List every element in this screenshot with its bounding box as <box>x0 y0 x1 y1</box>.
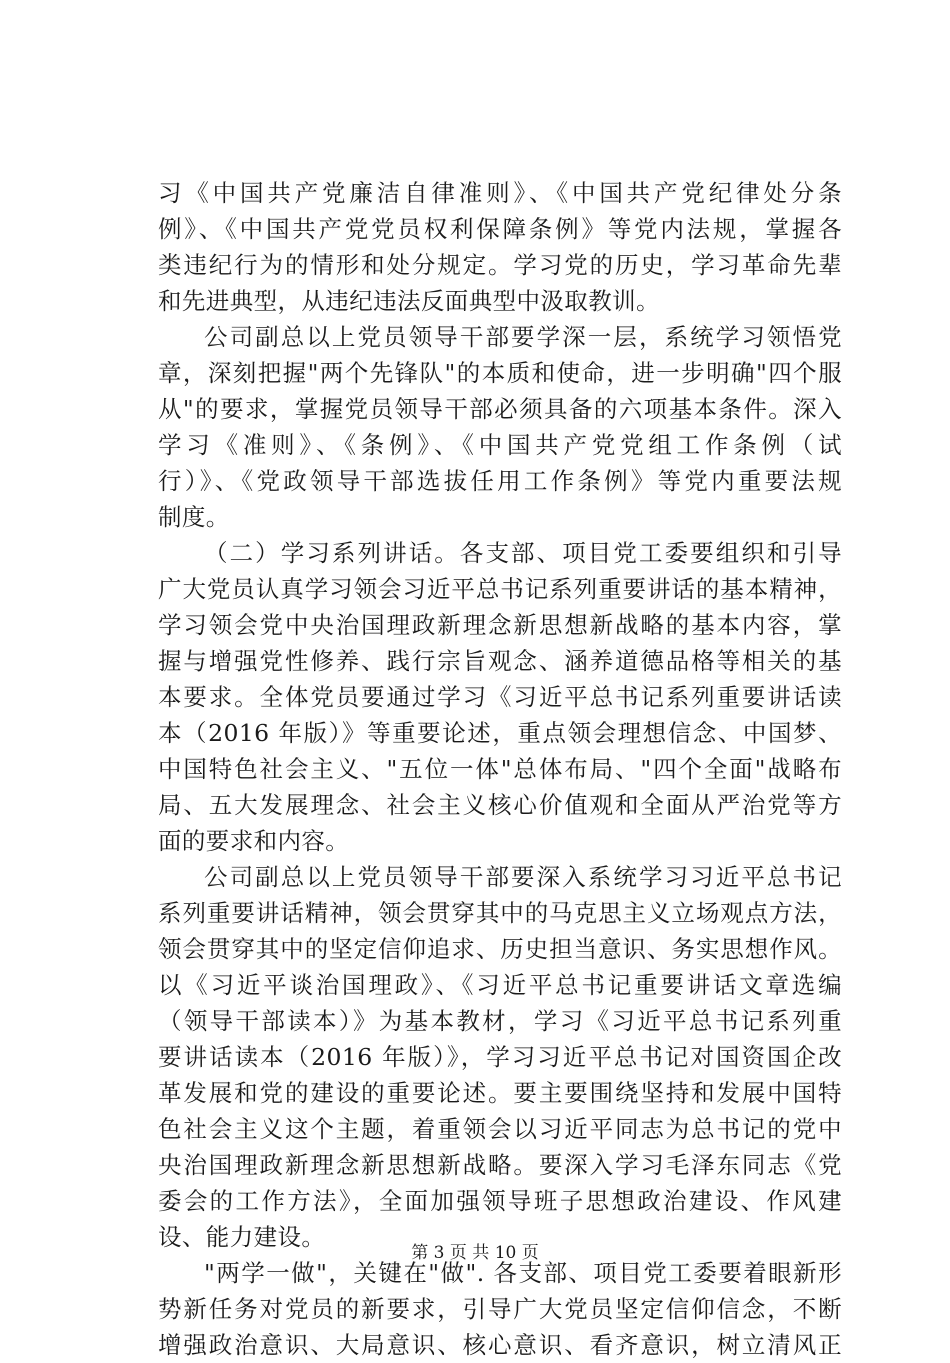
text-line: 习《中国共产党廉洁自律准则》、《中国共产党纪律处分条 <box>158 179 842 207</box>
text-line: 央治国理政新理念新思想新战略。要深入学习毛泽东同志《党 <box>158 1151 842 1179</box>
text-line: 例》、《中国共产党党员权利保障条例》等党内法规，掌握各 <box>158 215 842 243</box>
text-line: 本（2016 年版）》等重要论述，重点领会理想信念、中国梦、 <box>158 719 842 747</box>
text-line: 公司副总以上党员领导干部要深入系统学习习近平总书记 <box>204 863 842 891</box>
text-line: 革发展和党的建设的重要论述。要主要围绕坚持和发展中国特 <box>158 1079 842 1107</box>
text-line: 从"的要求，掌握党员领导干部必须具备的六项基本条件。深入 <box>158 395 842 423</box>
text-line: （二）学习系列讲话。各支部、项目党工委要组织和引导 <box>204 539 842 567</box>
text-line: 增强政治意识、大局意识、核心意识、看齐意识，树立清风正 <box>158 1331 842 1359</box>
text-line: 中国特色社会主义、"五位一体"总体布局、"四个全面"战略布 <box>158 755 842 783</box>
text-line: 制度。 <box>158 503 230 531</box>
text-line: 公司副总以上党员领导干部要学深一层，系统学习领悟党 <box>204 323 842 351</box>
text-line: 类违纪行为的情形和处分规定。学习党的历史，学习革命先辈 <box>158 251 842 279</box>
text-line: 广大党员认真学习领会习近平总书记系列重要讲话的基本精神， <box>158 575 842 603</box>
text-line: 本要求。全体党员要通过学习《习近平总书记系列重要讲话读 <box>158 683 842 711</box>
text-line: 握与增强党性修养、践行宗旨观念、涵养道德品格等相关的基 <box>158 647 842 675</box>
text-line: 系列重要讲话精神，领会贯穿其中的马克思主义立场观点方法， <box>158 899 842 927</box>
text-line: 和先进典型，从违纪违法反面典型中汲取教训。 <box>158 287 660 315</box>
text-line: 章，深刻把握"两个先锋队"的本质和使命，进一步明确"四个服 <box>158 359 842 387</box>
text-line: 面的要求和内容。 <box>158 827 350 855</box>
text-line: （领导干部读本）》为基本教材，学习《习近平总书记系列重 <box>158 1007 842 1035</box>
text-line: 学习《准则》、《条例》、《中国共产党党组工作条例（试 <box>158 431 842 459</box>
text-line: 以《习近平谈治国理政》、《习近平总书记重要讲话文章选编 <box>158 971 842 999</box>
text-line: 色社会主义这个主题，着重领会以习近平同志为总书记的党中 <box>158 1115 842 1143</box>
text-line: 设、能力建设。 <box>158 1223 326 1251</box>
text-line: 领会贯穿其中的坚定信仰追求、历史担当意识、务实思想作风。 <box>158 935 842 963</box>
page-footer: 第 3 页 共 10 页 <box>411 1243 539 1263</box>
text-line: 学习领会党中央治国理政新理念新思想新战略的基本内容，掌 <box>158 611 842 639</box>
text-line: 行）》、《党政领导干部选拔任用工作条例》等党内重要法规 <box>158 467 842 495</box>
document-body <box>158 175 842 1363</box>
text-line: 局、五大发展理念、社会主义核心价值观和全面从严治党等方 <box>158 791 842 819</box>
text-line: 委会的工作方法》，全面加强领导班子思想政治建设、作风建 <box>158 1187 842 1215</box>
text-line: 要讲话读本（2016 年版）》，学习习近平总书记对国资国企改 <box>158 1043 842 1071</box>
text-line: "两学一做"，关键在"做". 各支部、项目党工委要着眼新形 <box>204 1259 842 1287</box>
text-line: 势新任务对党员的新要求，引导广大党员坚定信仰信念，不断 <box>158 1295 842 1323</box>
